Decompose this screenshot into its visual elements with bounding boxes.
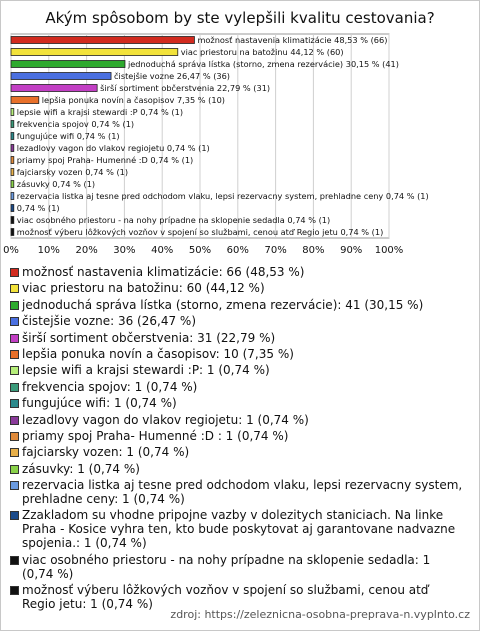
legend-item [10,396,465,410]
x-tick-label: 100% [374,245,404,256]
legend-swatch [10,432,19,441]
bar-label: viac osobného priestoru - na nohy prípadne na sklopenie sedadla 0,74 % (1) [16,215,331,225]
legend-swatch [10,334,19,343]
bar [11,85,97,92]
legend-swatch [10,448,19,457]
chart-legend [10,265,465,614]
bar-label: zásuvky 0,74 % (1) [16,179,96,189]
bar-label: frekvencia spojov 0,74 % (1) [16,119,135,129]
legend-swatch [10,383,19,392]
bar [11,61,125,68]
legend-swatch [10,586,19,595]
bar [11,145,14,152]
bar-label: lezadlovy vagon do vlakov regiojetu 0,74 % (1) [16,143,210,153]
bar [11,37,194,44]
legend-swatch [10,317,19,326]
bar [11,169,14,176]
bar [11,109,14,116]
legend-label: viac osobného priestoru - na nohy prípadne na sklopenie sedadla: 1 (0,74 %) [22,552,431,581]
legend-swatch [10,366,19,375]
legend-item [10,314,465,328]
bar-label: čistejšie vozne 26,47 % (36) [114,71,231,81]
x-tick-label: 50% [188,245,212,256]
legend-label: jednoduchá správa lístka (storno, zmena rezervácie): 41 (30,15 %) [22,297,424,312]
bar-label: možnosť nastavenia klimatizácie 48,53 % (66) [197,35,388,45]
bar-chart [0,0,480,265]
legend-label: možnosť výberu lôžkových vozňov v spojení so službami, cenou atď Regio jetu: 1 (0,74 %) [22,583,429,612]
x-tick-label: 30% [113,245,136,256]
legend-item [10,413,465,427]
legend-label: frekvencia spojov: 1 (0,74 %) [22,379,198,394]
legend-swatch [10,465,19,474]
x-tick-label: 10% [37,245,60,256]
x-tick-label: 60% [226,245,249,256]
bar [11,181,14,188]
legend-label: čistejšie vozne: 36 (26,47 %) [22,314,196,329]
legend-item [10,347,465,361]
bar [11,73,111,80]
legend-item [10,429,465,443]
bar [11,193,14,200]
legend-label: Zzakladom su vhodne pripojne vazby v dolezitych staniciach. Na linke Praha - Kosice vyhra ten, kto bude poskytovat aj garantovane nadvazne spojenia.: 1 (0,74 %) [22,508,456,551]
x-tick-label: 90% [340,245,363,256]
legend-item [10,478,465,506]
legend-label: viac priestoru na batožinu: 60 (44,12 %) [22,281,265,296]
bar [11,157,14,164]
bar-label: fungujúce wifi 0,74 % (1) [16,131,120,141]
legend-item [10,265,465,279]
legend-item [10,553,465,581]
legend-item [10,331,465,345]
legend-swatch [10,301,19,310]
bar-label: lepšia ponuka novín a časopisov 7,35 % (10) [41,95,226,105]
bar-label: širší sortiment občerstvenia 22,79 % (31) [100,83,271,93]
legend-label: zásuvky: 1 (0,74 %) [22,461,140,476]
x-tick-label: 40% [151,245,174,256]
legend-item [10,298,465,312]
bar-label: lepsie wifi a krajsi stewardi :P 0,74 % (1) [16,107,184,117]
bar [11,49,178,56]
bar [11,205,14,212]
legend-item [10,445,465,459]
legend-label: lepšia ponuka novín a časopisov: 10 (7,35 %) [22,346,294,361]
source-note: zdroj: https://zeleznicna-osobna-preprava-n.vyplnto.cz [170,608,470,621]
legend-item [10,281,465,295]
chart-title: Akým spôsobom by ste vylepšili kvalitu cestovania? [45,9,435,27]
legend-swatch [10,399,19,408]
bar-label: fajciarsky vozen 0,74 % (1) [16,167,129,177]
bar-label: viac priestoru na batožinu 44,12 % (60) [180,47,344,57]
legend-label: možnosť nastavenia klimatizácie: 66 (48,53 %) [22,265,305,279]
bar-label: priamy spoj Praha- Humenné :D 0,74 % (1) [16,155,194,165]
x-tick-label: 70% [264,245,287,256]
x-tick-label: 20% [75,245,98,256]
bar [11,121,14,128]
bar-label: možnosť výberu lôžkových vozňov v spojení so službami, cenou atď Regio jetu 0,74 % (1) [16,227,384,237]
x-tick-label: 80% [302,245,325,256]
legend-item [10,508,465,550]
legend-item [10,380,465,394]
bar [11,97,39,104]
legend-label: fungujúce wifi: 1 (0,74 %) [22,396,177,411]
bar [11,133,14,140]
legend-swatch [10,556,19,565]
legend-swatch [10,284,19,293]
legend-swatch [10,416,19,425]
legend-swatch [10,268,19,277]
bar-label: 0,74 % (1) [16,203,60,213]
legend-swatch [10,350,19,359]
bar [11,217,14,224]
legend-label: rezervacia listka aj tesne pred odchodom vlaku, lepsi rezervacny system, prehladne ceny: 1 (0,74 %) [22,478,463,507]
legend-label: lepsie wifi a krajsi stewardi :P: 1 (0,74 %) [22,363,270,378]
bar-label: rezervacia listka aj tesne pred odchodom vlaku, lepsi rezervacny system, prehladne ceny 0,74 % (1) [16,191,429,201]
legend-label: širší sortiment občerstvenia: 31 (22,79 %) [22,330,276,345]
bar [11,229,14,236]
legend-item [10,363,465,377]
x-tick-label: 0% [3,245,19,256]
legend-label: lezadlovy vagon do vlakov regiojetu: 1 (0,74 %) [22,412,309,427]
legend-swatch [10,481,19,490]
legend-label: fajciarsky vozen: 1 (0,74 %) [22,445,190,460]
bar-label: jednoduchá správa lístka (storno, zmena rezervácie) 30,15 % (41) [127,59,399,69]
legend-item [10,462,465,476]
legend-swatch [10,511,19,520]
legend-label: priamy spoj Praha- Humenné :D : 1 (0,74 %) [22,428,289,443]
